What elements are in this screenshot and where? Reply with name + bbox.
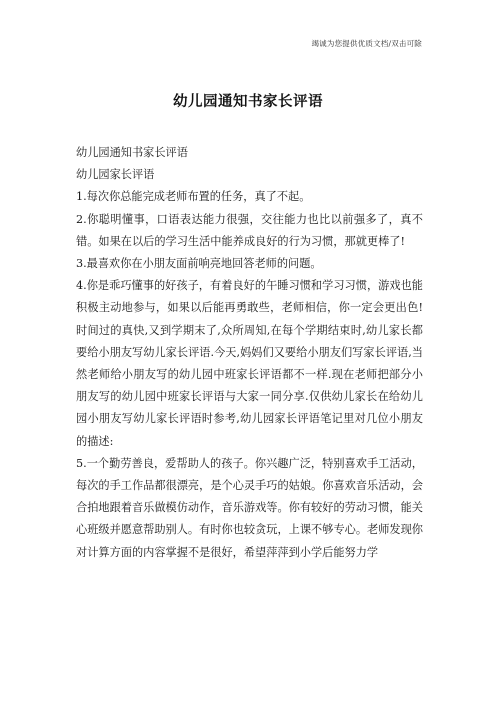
body-paragraph-subtitle: 幼儿园通知书家长评语 — [76, 146, 188, 159]
document-title: 幼儿园通知书家长评语 — [173, 93, 323, 110]
body-paragraph-item-3: 3.最喜欢你在小朋友面前响亮地回答老师的问题。 — [76, 257, 322, 271]
body-paragraph-item-1: 1.每次你总能完成老师布置的任务，真了不起。 — [76, 190, 311, 204]
document-body — [76, 142, 423, 564]
body-paragraph-item-2: 2.你聪明懂事，口语表达能力很强，交往能力也比以前强多了，真不错。如果在以后的学习生活中能养成良好的行为习惯，那就更棒了! — [76, 212, 423, 248]
body-paragraph-section-heading: 幼儿园家长评语 — [76, 168, 155, 182]
body-paragraph-item-5: 5.一个勤劳善良，爱帮助人的孩子。你兴趣广泛，特别喜欢手工活动，每次的手工作品都很漂亮，是个心灵手巧的姑娘。你喜欢音乐活动，会合拍地跟着音乐做模仿动作，音乐游戏等。你有较好的劳动习惯，能关心班级并愿意帮助别人。有时你也较贪玩，上课不够专心。老师发现你对计算方面的内容掌握不是很好，希望萍萍到小学后能努力学 — [76, 456, 423, 559]
body-paragraph-item-4: 4.你是乖巧懂事的好孩子，有着良好的午睡习惯和学习习惯，游戏也能积极主动地参与，如果以后能再勇敢些，老师相信，你一定会更出色!时间过的真快,又到学期末了,众所周知,在每个学期结束时,幼儿家长都要给小朋友写幼儿家长评语.今天,妈妈们又要给小朋友们写家长评语,当然老师给小朋友写的幼儿园中班家长评语都不一样.现在老师把部分小朋友写的幼儿园中班家长评语与大家一同分享.仅供幼儿家长在给幼儿园小朋友写幼儿家长评语时参考,幼儿园家长评语笔记里对几位小朋友的描述: — [76, 279, 423, 448]
header-note: 竭诚为您提供优质文档/双击可除 — [311, 39, 422, 48]
